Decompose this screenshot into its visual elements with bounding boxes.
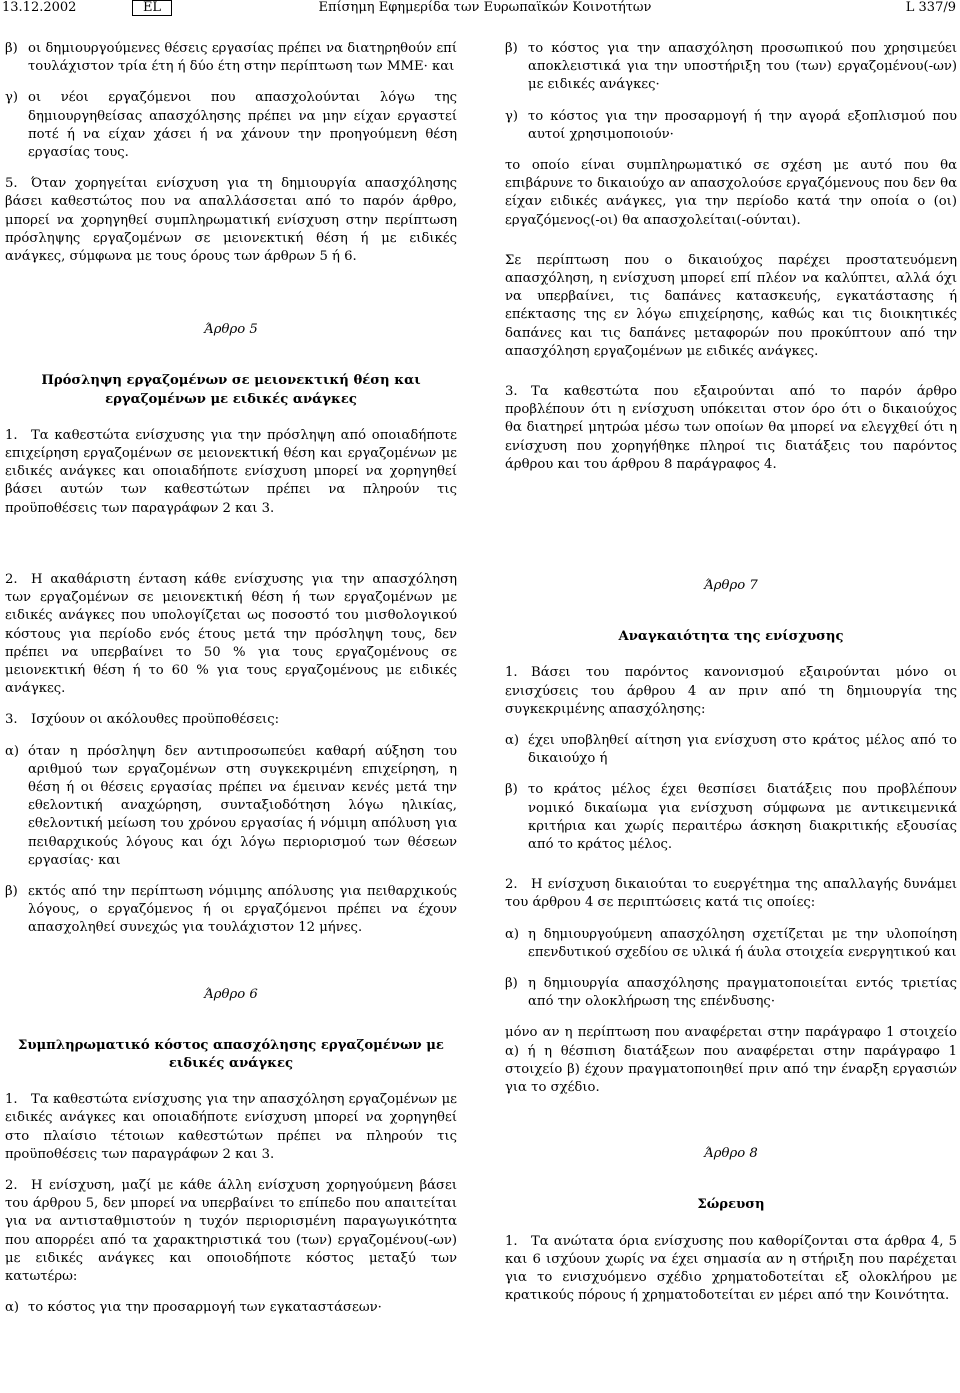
paragraph-number: 1.: [505, 1233, 518, 1249]
paragraph: [5, 1177, 457, 1286]
item-text: οι νέοι εργαζόμενοι που απασχολούνται λόγω της δημιουργηθείσας απασχόλησης πρέπει να μην είχαν εργαστεί ποτέ ή να είχαν χάσει ή να χάνουν την προηγούμενη θέση εργασίας τους.: [28, 90, 457, 161]
paragraph: [5, 1091, 457, 1164]
paragraph-text: Βάσει του παρόντος κανονισμού εξαιρούνται μόνο οι ενισχύσεις του άρθρου 4 αν πριν από τη δημιουργία της συγκεκριμένης απασχόλησης:: [505, 665, 957, 717]
item-label: γ): [5, 90, 19, 106]
item-label: α): [505, 733, 520, 749]
item-label: α): [5, 1300, 20, 1316]
right-column-bottom: [505, 577, 957, 1318]
item-text: η δημιουργούμενη απασχόληση σχετίζεται με την υλοποίηση επενδυτικού σχεδίου σε υλικά ή άυλα στοιχεία ενεργητικού και: [528, 926, 957, 960]
item-label: β): [5, 41, 18, 56]
item-text: το κόστος για την απασχόληση προσωπικού που χρησιμεύει αποκλειστικά για την υποστήριξη του (των) εργαζομένου(-ων) με ειδικές ανάγκες·: [528, 41, 957, 93]
paragraph: [5, 711, 457, 729]
list-item: [505, 108, 957, 144]
item-text: το κόστος για την προσαρμογή των εγκαταστάσεων·: [28, 1300, 382, 1316]
paragraph-text: Όταν χορηγείται ενίσχυση για τη δημιουργία απασχόλησης βάσει καθεστώτος που να απαλλάσσεται από το παρόν άρθρο, μπορεί να χορηγηθεί συμπληρωματική ενίσχυση στην περίπτωση πρόσληψης εργαζομένων σε μειονεκτική θέση ή με ειδικές ανάγκες, σύμφωνα με τους όρους των άρθρων 5 ή 6.: [5, 176, 457, 265]
item-text: το κόστος για την προσαρμογή ή την αγορά εξοπλισμού που αυτοί χρησιμοποιούν·: [528, 108, 957, 142]
paragraph: [505, 876, 957, 912]
language-box: EL: [132, 0, 172, 16]
paragraph-text: Τα καθεστώτα ενίσχυσης για την απασχόληση εργαζομένων με ειδικές ανάγκες και οποιαδήποτε ενίσχυση μπορεί να χορηγηθεί στο πλαίσιο τέτοιων καθεστώτων πρέπει να πληρούν τις προϋποθέσεις των παραγράφων 2 και 3.: [5, 1092, 457, 1162]
article-number: Άρθρο 8: [704, 1146, 758, 1162]
paragraph-number: 1.: [5, 427, 18, 443]
paragraph-text: Τα καθεστώτα ενίσχυσης για την πρόσληψη από οποιαδήποτε επιχείρηση εργαζομένων σε μειονεκτική θέση και εργαζομένων με ειδικές ανάγκες και οποιαδήποτε ενίσχυση μπορεί να χορηγηθεί βάσει αυτών των καθεστώτων πρέπει να πληρούν τις προϋποθέσεις των παραγράφων 2 και 3.: [5, 427, 457, 516]
item-label: β): [5, 884, 18, 900]
paragraph: [5, 175, 457, 266]
paragraph: [5, 571, 457, 698]
paragraph-text: Η ενίσχυση δικαιούται το ευεργέτημα της απαλλαγής δυνάμει του άρθρου 4 σε περιπτώσεις κατά τις οποίες:: [505, 877, 957, 911]
paragraph-number: 1.: [5, 1092, 18, 1108]
list-item: [5, 743, 457, 870]
item-label: α): [505, 926, 520, 942]
header-date: 13.12.2002: [2, 0, 77, 15]
article-number: Άρθρο 5: [204, 322, 258, 338]
item-text: όταν η πρόσληψη δεν αντιπροσωπεύει καθαρή αύξηση του αριθμού των εργαζομένων στη συγκεκριμένη επιχείρηση, η θέση ή οι θέσεις εργασίας πρέπει να έμειναν κενές μετά την εθελοντική αναχώρηση, συνταξιοδότηση λόγω ηλικίας, εθελοντική μείωση του χρόνου εργασίας ή νόμιμη απόλυση για πειθαρχικούς λόγους και όχι λόγω περιορισμού των θέσεων εργασίας· και: [28, 743, 457, 868]
paragraph-number: 3.: [5, 712, 18, 728]
item-text: το κράτος μέλος έχει θεσπίσει διατάξεις που προβλέπουν νομικό δικαίωμα για ενίσχυση σύμφωνα με αντικειμενικά κριτήρια και χωρίς περαιτέρω άσκηση διακριτικής εξουσίας από το κράτος μέλος.: [528, 782, 957, 853]
list-item: [505, 40, 957, 95]
item-label: β): [505, 782, 518, 798]
paragraph-number: 2.: [5, 572, 18, 587]
article-title: Αναγκαιότητα της ενίσχυσης: [618, 629, 844, 645]
item-text: έχει υποβληθεί αίτηση για ενίσχυση στο κράτος μέλος από το δικαιούχο ή: [528, 733, 957, 767]
paragraph-text: Ισχύουν οι ακόλουθες προϋποθέσεις:: [31, 712, 280, 728]
item-label: β): [505, 976, 518, 992]
page-reference: L 337/9: [905, 0, 956, 15]
article-number: Άρθρο 7: [704, 578, 758, 593]
list-item: [5, 883, 457, 938]
article-number: Άρθρο 6: [204, 986, 258, 1002]
paragraph: μόνο αν η περίπτωση που αναφέρεται στην παράγραφο 1 στοιχείο α) ή η θέσπιση διατάξεων που αναφέρεται στην παράγραφο 1 στοιχείο β) έχουν πραγματοποιηθεί πριν από την έναρξη εργασιών για το σχέδιο.: [505, 1025, 957, 1096]
left-column-bottom: [5, 571, 457, 1331]
paragraph: το οποίο είναι συμπληρωματικό σε σχέση με αυτό που θα επιβάρυνε το δικαιούχο αν απασχολούσε εργαζόμενους που δεν θα είχαν ειδικές ανάγκες, για την περίοδο κατά την οποία ο (οι) εργαζόμενος(-οι) θα απασχολείται(-ούνται).: [505, 158, 957, 228]
paragraph-number: 1.: [505, 665, 518, 681]
list-item: [5, 89, 457, 162]
paragraph: [505, 1233, 957, 1306]
list-item: [505, 781, 957, 854]
paragraph: [505, 664, 957, 719]
article-title: Πρόσληψη εργαζομένων σε μειονεκτική θέση και εργαζομένων με ειδικές ανάγκες: [41, 373, 421, 407]
article-title: Σώρευση: [697, 1197, 765, 1213]
item-text: εκτός από την περίπτωση νόμιμης απόλυσης για πειθαρχικούς λόγους, ο εργαζόμενος ή οι εργαζόμενοι πρέπει να έχουν απασχοληθεί συνεχώς για τουλάχιστον 12 μήνες.: [28, 884, 457, 936]
list-item: [505, 732, 957, 768]
paragraph: [505, 383, 957, 474]
journal-title: Επίσημη Εφημερίδα των Ευρωπαϊκών Κοινοτήτων: [318, 0, 652, 15]
page-header: [0, 0, 960, 16]
paragraph-text: Η ενίσχυση, μαζί με κάθε άλλη ενίσχυση χορηγούμενη βάσει του άρθρου 5, δεν μπορεί να υπερβαίνει το επίπεδο που απαιτείται για να αντισταθμιστούν η τυχόν περιορισμένη παραγωγικότητα που απορρέει από τα χαρακτηριστικά του (των) εργαζομένου(-ων) με ειδικές ανάγκες και οποιοδήποτε κόστος μεταξύ των κατωτέρω:: [5, 1178, 457, 1285]
paragraph-number: 2.: [5, 1178, 18, 1194]
right-column-top: [505, 40, 957, 487]
left-column-top: [5, 40, 457, 531]
list-item: [5, 40, 457, 76]
paragraph-number: 5.: [5, 176, 18, 192]
item-text: οι δημιουργούμενες θέσεις εργασίας πρέπει να διατηρηθούν επί τουλάχιστον τρία έτη ή δύο έτη στην περίπτωση των ΜΜΕ· και: [28, 41, 457, 75]
item-label: β): [505, 41, 518, 56]
paragraph-text: Τα ανώτατα όρια ενίσχυσης που καθορίζονται στα άρθρα 4, 5 και 6 ισχύουν χωρίς να έχει σημασία αν η στήριξη που παρέχεται για το ενισχυόμενο σχέδιο χρηματοδοτείται εξ ολοκλήρου με κρατικούς πόρους ή χρηματοδοτείται εν μέρει από την Κοινότητα.: [505, 1233, 957, 1304]
article-title: Συμπληρωματικό κόστος απασχόλησης εργαζομένων με ειδικές ανάγκες: [18, 1037, 444, 1072]
paragraph-text: Τα καθεστώτα που εξαιρούνται από το παρόν άρθρο προβλέπουν ότι η ενίσχυση υπόκειται στον όρο ότι ο δικαιούχος θα διατηρεί μητρώα μέσω των οποίων θα μπορεί να ελεγχθεί ότι η ενίσχυση που χορηγήθηκε πληροί τις διατάξεις του παρόντος άρθρου και του άρθρου 8 παράγραφος 4.: [505, 384, 957, 472]
paragraph-number: 2.: [505, 877, 518, 893]
list-item: [5, 1299, 457, 1317]
item-label: α): [5, 743, 20, 759]
paragraph-number: 3.: [505, 384, 518, 400]
list-item: [505, 975, 957, 1011]
paragraph: Σε περίπτωση που ο δικαιούχος παρέχει προστατευόμενη απασχόληση, η ενίσχυση μπορεί επί πλέον να καλύπτει, αλλά όχι να υπερβαίνει, τις δαπάνες κατασκευής, εγκατάστασης ή επέκτασης της εν λόγω επιχείρησης, καθώς και τις διοικητικές δαπάνες και τις δαπάνες μεταφορών που προκύπτουν από την απασχόληση εργαζομένων με ειδικές ανάγκες.: [505, 252, 957, 359]
paragraph-text: Η ακαθάριστη ένταση κάθε ενίσχυσης για την απασχόληση των εργαζομένων σε μειονεκτική θέση ή των εργαζομένων με ειδικές ανάγκες που υπολογίζεται ως ποσοστό του μισθολογικού κόστους για περίοδο ενός έτους μετά την πρόσληψη τους, δεν πρέπει να υπερβαίνει το 50 % για τους εργαζομένους σε μειονεκτική θέση ή το 60 % για τους εργαζομένους με ειδικές ανάγκες.: [5, 572, 457, 697]
paragraph: [5, 427, 457, 518]
list-item: [505, 926, 957, 962]
item-label: γ): [505, 108, 519, 124]
item-text: η δημιουργία απασχόλησης πραγματοποιείται εντός τριετίας από την ολοκλήρωση της επένδυσης·: [528, 976, 957, 1010]
